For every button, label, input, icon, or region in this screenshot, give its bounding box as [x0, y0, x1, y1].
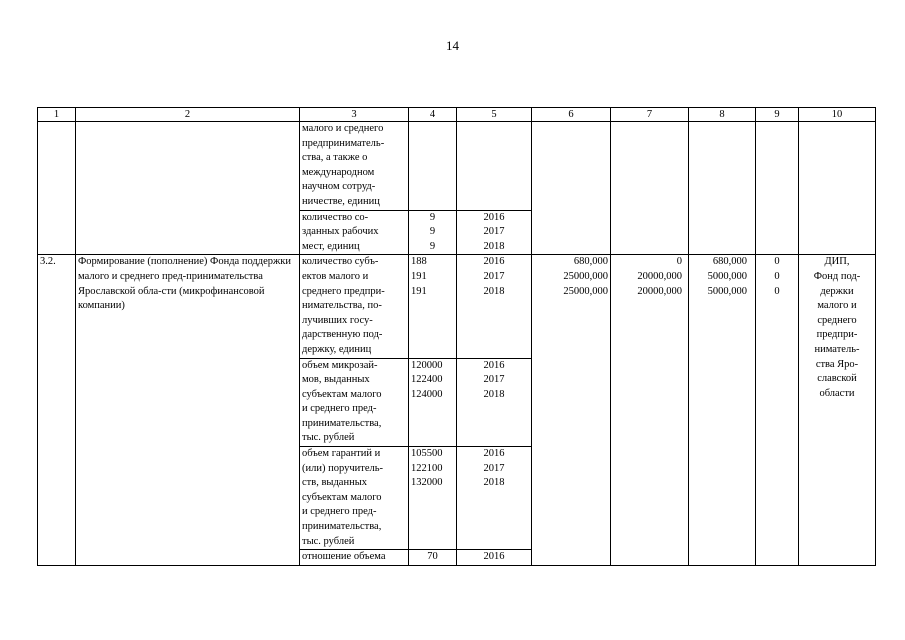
empty-cell	[799, 122, 876, 255]
indicator-cell: объем микрозай- мов, выданных субъектам малого и среднего пред- принимательства, тыс. рублей	[300, 358, 409, 447]
header-cell: 3	[300, 108, 409, 122]
value-cell: 188 191 191	[409, 255, 457, 358]
funding-col7: 0 20000,000 20000,000	[611, 255, 689, 565]
indicator-cell: количество со- зданных рабочих мест, единиц	[300, 210, 409, 255]
value-cell: 105500 122100 132000	[409, 447, 457, 550]
executor-cell: ДИП, Фонд под- держки малого и среднего предпри- ниматель- ства Яро- славской области	[799, 255, 876, 565]
year-cell: 2016 2017 2018	[457, 447, 532, 550]
value-cell: 9 9 9	[409, 210, 457, 255]
header-cell: 10	[799, 108, 876, 122]
header-cell: 5	[457, 108, 532, 122]
page-number: 14	[446, 38, 459, 53]
header-cell: 6	[532, 108, 611, 122]
empty-cell	[38, 122, 76, 255]
table-row	[38, 122, 876, 211]
year-cell	[457, 122, 532, 211]
header-cell: 2	[76, 108, 300, 122]
year-cell: 2016 2017 2018	[457, 210, 532, 255]
year-cell: 2016 2017 2018	[457, 358, 532, 447]
value-cell: 120000 122400 124000	[409, 358, 457, 447]
empty-cell	[76, 122, 300, 255]
empty-cell	[611, 122, 689, 255]
table-row	[38, 255, 876, 358]
value-cell	[409, 122, 457, 211]
header-cell: 8	[689, 108, 756, 122]
indicator-cell: малого и среднего предприниматель- ства, а также о международном научном сотруд- ничестве, единиц	[300, 122, 409, 211]
value-cell: 70	[409, 550, 457, 566]
indicator-cell: объем гарантий и (или) поручитель- ств, выданных субъектам малого и среднего пред- принимательства, тыс. рублей	[300, 447, 409, 550]
indicator-cell: отношение объема	[300, 550, 409, 566]
empty-cell	[689, 122, 756, 255]
funding-col8: 680,000 5000,000 5000,000	[689, 255, 756, 565]
empty-cell	[532, 122, 611, 255]
header-cell: 9	[756, 108, 799, 122]
header-cell: 1	[38, 108, 76, 122]
empty-cell	[756, 122, 799, 255]
program-table	[37, 107, 876, 566]
indicator-cell: количество субъ- ектов малого и среднего предпри- нимательства, по- лучивших госу- дарственную под- держку, единиц	[300, 255, 409, 358]
row-number: 3.2.	[38, 255, 76, 565]
header-row	[38, 108, 876, 122]
funding-col6: 680,000 25000,000 25000,000	[532, 255, 611, 565]
header-cell: 4	[409, 108, 457, 122]
funding-col9: 0 0 0	[756, 255, 799, 565]
year-cell: 2016 2017 2018	[457, 255, 532, 358]
year-cell: 2016	[457, 550, 532, 566]
header-cell: 7	[611, 108, 689, 122]
measure-name: Формирование (пополнение) Фонда поддержки малого и среднего пред-принимательства Ярославской обла-сти (микрофинансовой компании)	[76, 255, 300, 565]
